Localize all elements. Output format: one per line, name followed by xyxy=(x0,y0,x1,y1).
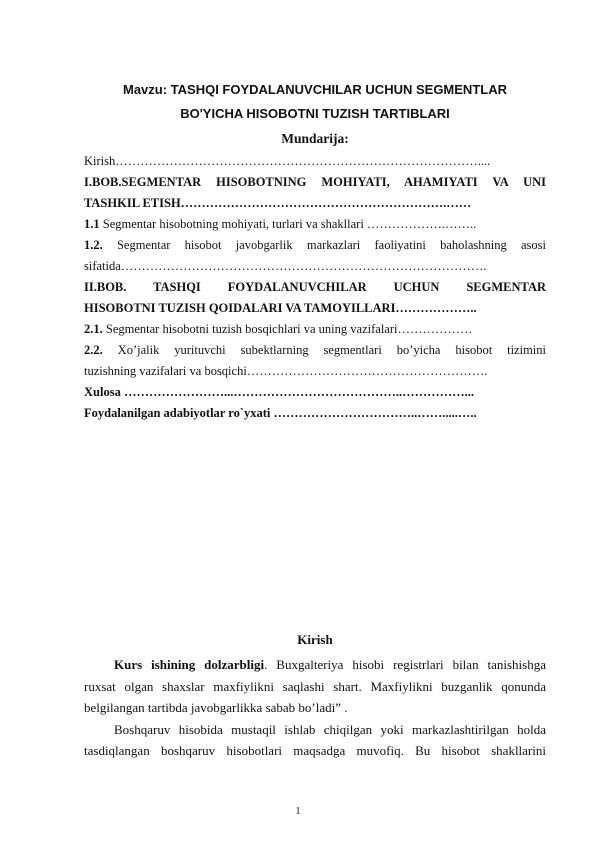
toc-text: I.BOB.SEGMENTAR HISOBOTNING MOHIYATI, AHAMIYATI VA UNI xyxy=(84,175,546,189)
table-of-contents xyxy=(84,151,546,424)
section-number: 1.1 xyxy=(84,217,100,231)
toc-text: Foydalanilgan adabiyotlar ro`yxati ……………………………..…….....….. xyxy=(84,406,477,420)
toc-text: Kirish…………………………………………………………………………….... xyxy=(84,154,491,168)
paragraph-line xyxy=(84,654,546,676)
toc-entry xyxy=(84,361,546,382)
section-number: 2.1. xyxy=(84,322,103,336)
toc-text: Xulosa ……………………...…………………………………..……………... xyxy=(84,385,474,399)
title-line-1: Mavzu: TASHQI FOYDALANUVCHILAR UCHUN SEGMENTLAR xyxy=(123,82,507,97)
toc-text: 1.2. Segmentar hisobot javobgarlik markazlari faoliyatini baholashning asosi xyxy=(84,238,546,252)
toc-text: II.BOB. TASHQI FOYDALANUVCHILAR UCHUN SEGMENTAR xyxy=(84,280,546,294)
relevance-label: Kurs ishining dolzarbligi xyxy=(114,657,265,672)
toc-entry xyxy=(84,235,546,256)
toc-text: 1.1 Segmentar hisobotning mohiyati, turlari va shakllari ……………….…….. xyxy=(84,217,477,231)
toc-entry xyxy=(84,340,546,361)
toc-entry xyxy=(84,214,546,235)
toc-entry xyxy=(84,319,546,340)
toc-entry xyxy=(84,151,546,172)
toc-entry xyxy=(84,298,546,319)
toc-entry xyxy=(84,403,546,424)
section-number: 2.2. xyxy=(84,343,103,357)
page-number: 1 xyxy=(295,806,301,817)
toc-entry xyxy=(84,193,546,214)
paragraph-line: ruxsat olgan shaxslar maxfiylikni saqlashi shart. Maxfiylikni buzganlik qonunda xyxy=(84,678,546,694)
toc-text: TASHKIL ETISH……………………………………………………….…… xyxy=(84,196,472,210)
section-number: 1.2. xyxy=(84,238,103,252)
toc-entry xyxy=(84,382,546,403)
paragraph-text: . Buxgalteriya hisobi registrlari bilan tanishishga xyxy=(264,657,546,672)
toc-text: tuzishning vazifalari va bosqichi…………………………………………………. xyxy=(84,364,488,378)
paragraph-line: belgilangan tartibda javobgarlikka sabab bo’ladi” . xyxy=(84,700,348,715)
contents-heading: Mundarija: xyxy=(281,131,349,146)
toc-entry xyxy=(84,256,546,277)
toc-text: HISOBOTNI TUZISH QOIDALARI VA TAMOYILLARI……………….. xyxy=(84,301,477,315)
paragraph-line: tasdiqlangan boshqaruv hisobotlari maqsadga muvofiq. Bu hisobot shakllarini xyxy=(84,743,546,758)
title-line-2: BO'YICHA HISOBOTNI TUZISH TARTIBLARI xyxy=(180,106,450,121)
introduction-body xyxy=(84,654,546,762)
introduction-heading: Kirish xyxy=(297,632,333,647)
paragraph-line: Boshqaruv hisobida mustaqil ishlab chiqilgan yoki markazlashtirilgan holda xyxy=(114,721,546,737)
toc-text: sifatida……………………………………………………………………………. xyxy=(84,259,487,273)
toc-text: 2.1. Segmentar hisobotni tuzish bosqichlari va uning vazifalari……………… xyxy=(84,322,473,336)
toc-entry xyxy=(84,172,546,193)
toc-text: 2.2. Xo’jalik yurituvchi subektlarning segmentlari bo’yicha hisobot tizimini xyxy=(84,343,546,357)
toc-entry xyxy=(84,277,546,298)
